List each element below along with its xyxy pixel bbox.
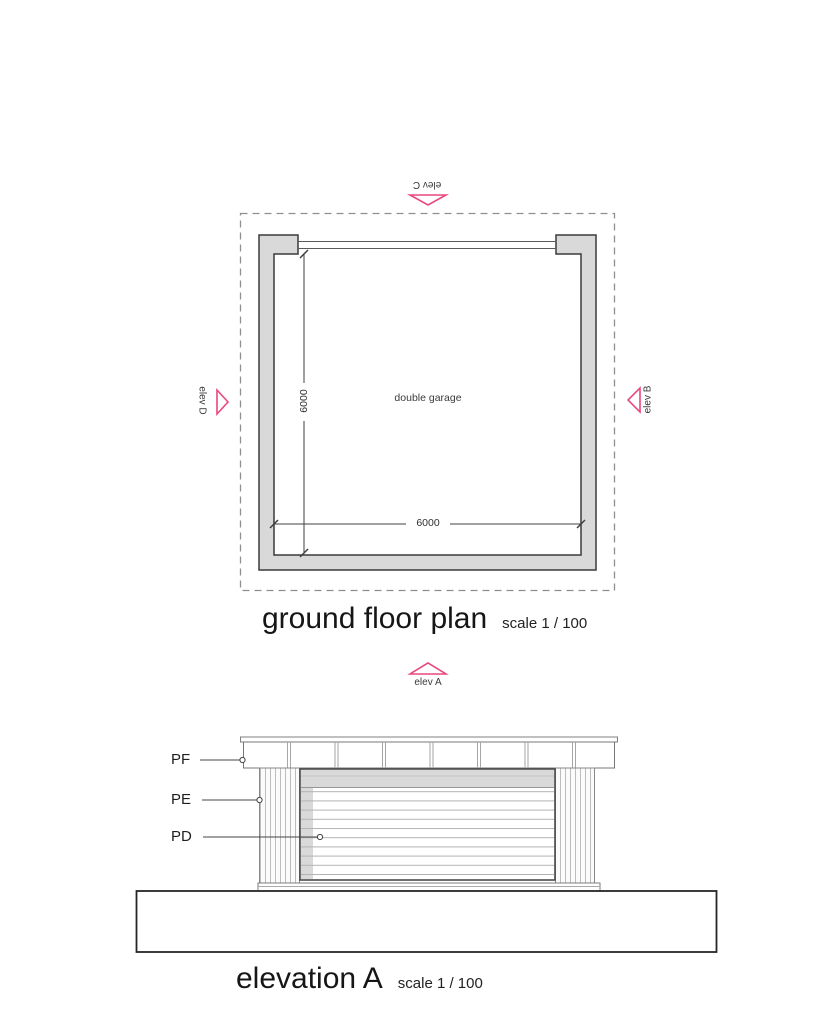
elev-c-marker-label: elev C <box>412 179 442 190</box>
elevation-left-wall <box>260 768 300 883</box>
plan-garage-door-lines <box>298 242 556 249</box>
elevation-roof-cap <box>241 737 618 742</box>
plan-title: ground floor plan <box>262 602 488 635</box>
plan-title-row <box>262 602 587 636</box>
elevation-title: elevation A <box>236 962 383 995</box>
component-label-pd: PD <box>171 828 192 845</box>
elev-a-marker-triangle <box>410 663 446 674</box>
elevation-garage-door <box>300 769 555 880</box>
plan-dimension-width-value: 6000 <box>416 517 440 529</box>
elevation-foundation <box>137 891 717 952</box>
component-label-pe: PE <box>171 791 192 808</box>
elev-c-marker-triangle <box>410 195 446 205</box>
elevation-fascia-band <box>244 742 615 768</box>
elevation-title-row <box>236 962 483 996</box>
plan-dimension-height-value: 6000 <box>298 389 310 413</box>
elev-d-marker-label: elev D <box>196 386 208 415</box>
component-label-pf: PF <box>171 751 191 768</box>
elevation-right-wall <box>556 768 595 883</box>
elevation-sill <box>258 883 600 891</box>
plan-scale-note: scale 1 / 100 <box>502 615 588 632</box>
elevation-drawing <box>137 737 717 952</box>
elev-b-marker-triangle <box>628 388 640 412</box>
elev-a-marker-label: elev A <box>414 677 442 688</box>
elevation-scale-note: scale 1 / 100 <box>397 975 483 992</box>
room-label: double garage <box>394 392 462 404</box>
elev-b-marker-label: elev B <box>642 385 654 414</box>
elev-d-marker-triangle <box>217 390 228 414</box>
